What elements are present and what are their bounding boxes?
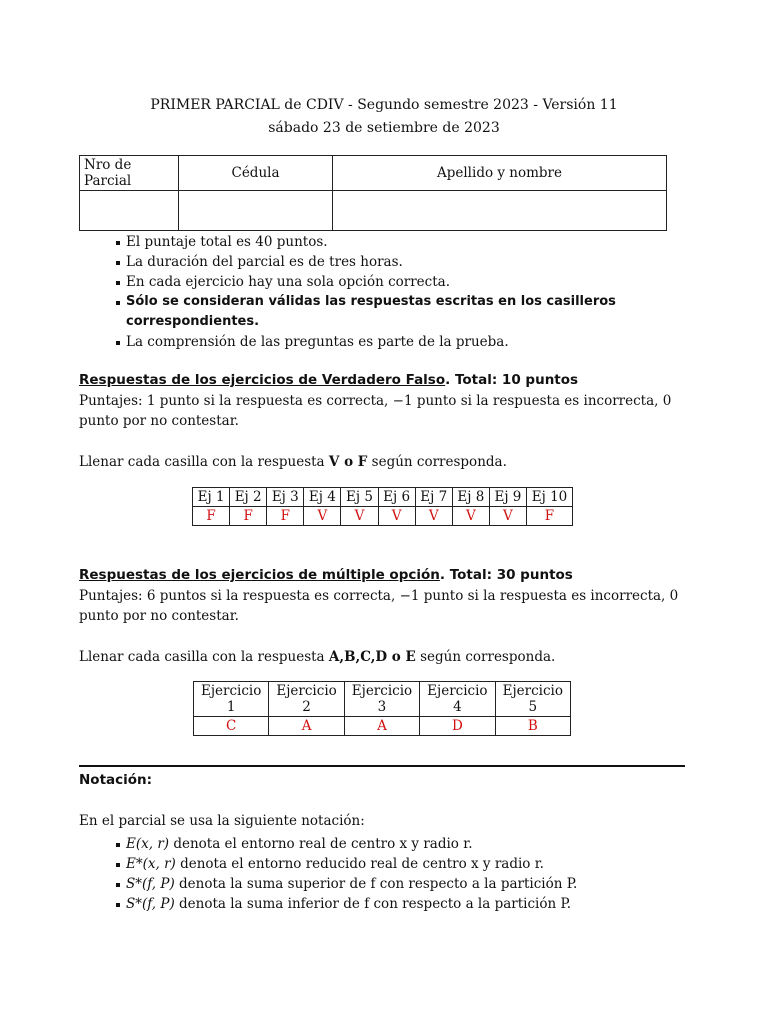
vf-header-cell: Ej 8	[452, 488, 489, 507]
vf-header-cell: Ej 2	[230, 488, 267, 507]
notation-text: denota la suma inferior de f con respecto a la partición P.	[174, 896, 572, 912]
vf-instruction-pre: Llenar cada casilla con la respuesta	[79, 454, 329, 470]
vf-answer-cell: V	[304, 507, 341, 526]
exam-title-text: PRIMER PARCIAL de CDIV - Segundo semestre 2023 - Versión 11	[150, 97, 618, 113]
rule-item: Sólo se consideran válidas las respuestas escritas en los casilleros correspondientes.	[116, 292, 716, 332]
vf-answer-cell: V	[489, 507, 526, 526]
rule-item: La duración del parcial es de tres horas.	[116, 252, 716, 272]
section-divider	[79, 765, 685, 767]
vf-scoring: Puntajes: 1 punto si la respuesta es correcta, −1 punto si la respuesta es incorrecta, 0 punto por no contestar.	[79, 393, 672, 429]
mo-answer-cell: C	[194, 717, 269, 736]
vf-instruction-bold: V o F	[328, 454, 368, 470]
vf-header-cell: Ej 9	[489, 488, 526, 507]
mo-header-cell: Ejercicio 1	[194, 682, 269, 717]
notation-text: denota el entorno real de centro x y radio r.	[169, 836, 473, 852]
notation-symbol: E(x, r)	[126, 836, 170, 852]
vf-header-cell: Ej 7	[415, 488, 452, 507]
notation-item	[116, 894, 696, 914]
mo-instruction-bold: A,B,C,D o E	[328, 649, 416, 665]
vf-section-title	[79, 372, 578, 388]
rules-list	[116, 232, 716, 352]
mo-title-underlined: Respuestas de los ejercicios de múltiple opción	[79, 567, 440, 583]
notation-text: denota la suma superior de f con respecto a la partición P.	[174, 876, 578, 892]
mo-answer-cell: A	[269, 717, 344, 736]
rule-item: En cada ejercicio hay una sola opción correcta.	[116, 272, 716, 292]
notation-item	[116, 874, 696, 894]
mo-header-cell: Ejercicio 3	[344, 682, 419, 717]
vf-answer-cell: F	[193, 507, 230, 526]
col-cedula: Cédula	[179, 156, 333, 191]
vf-instruction-post: según corresponda.	[367, 454, 507, 470]
notation-item	[116, 854, 696, 874]
vf-answer-table	[192, 487, 573, 526]
rule-item: El puntaje total es 40 puntos.	[116, 232, 716, 252]
mo-header-cell: Ejercicio 2	[269, 682, 344, 717]
mo-scoring: Puntajes: 6 puntos si la respuesta es correcta, −1 punto si la respuesta es incorrecta, 0 punto por no contestar.	[79, 588, 679, 624]
mo-answer-cell: A	[344, 717, 419, 736]
cedula-field[interactable]	[179, 191, 333, 231]
rule-item: La comprensión de las preguntas es parte de la prueba.	[116, 332, 716, 352]
notation-text: denota el entorno reducido real de centro x y radio r.	[175, 856, 544, 872]
notation-title: Notación:	[79, 772, 153, 788]
student-id-table	[79, 155, 667, 231]
vf-header-cell: Ej 1	[193, 488, 230, 507]
notation-intro: En el parcial se usa la siguiente notación:	[79, 813, 365, 829]
col-nro-parcial: Nro de Parcial	[80, 156, 179, 191]
mo-header-cell: Ejercicio 5	[495, 682, 570, 717]
notation-list	[116, 834, 696, 914]
notation-symbol: S*(f, P)	[126, 896, 175, 912]
mo-section-title	[79, 567, 573, 583]
nro-parcial-field[interactable]	[80, 191, 179, 231]
notation-symbol: S*(f, P)	[126, 876, 175, 892]
vf-answer-cell: V	[415, 507, 452, 526]
vf-instruction	[79, 452, 689, 472]
notation-symbol: E*(x, r)	[126, 856, 176, 872]
exam-date-text: sábado 23 de setiembre de 2023	[268, 120, 500, 136]
vf-header-cell: Ej 4	[304, 488, 341, 507]
mo-instruction	[79, 647, 689, 667]
mo-instruction-post: según corresponda.	[415, 649, 556, 665]
vf-answer-cell: V	[341, 507, 378, 526]
apellido-nombre-field[interactable]	[333, 191, 667, 231]
vf-header-cell: Ej 5	[341, 488, 378, 507]
vf-answer-cell: V	[378, 507, 415, 526]
mo-instruction-pre: Llenar cada casilla con la respuesta	[79, 649, 329, 665]
mo-header-cell: Ejercicio 4	[420, 682, 495, 717]
vf-header-cell: Ej 6	[378, 488, 415, 507]
exam-date	[0, 120, 768, 136]
vf-header-cell: Ej 10	[526, 488, 572, 507]
mo-answer-cell: B	[495, 717, 570, 736]
mo-title-rest: . Total: 30 puntos	[439, 567, 573, 583]
exam-title	[0, 97, 768, 113]
vf-answer-cell: F	[230, 507, 267, 526]
col-apellido-nombre: Apellido y nombre	[333, 156, 667, 191]
vf-answer-cell: F	[267, 507, 304, 526]
mo-answer-table	[193, 681, 571, 736]
vf-title-underlined: Respuestas de los ejercicios de Verdadero Falso	[79, 372, 446, 388]
notation-item	[116, 834, 696, 854]
vf-answer-cell: F	[526, 507, 572, 526]
vf-answer-cell: V	[452, 507, 489, 526]
vf-header-cell: Ej 3	[267, 488, 304, 507]
mo-answer-cell: D	[420, 717, 495, 736]
vf-title-rest: . Total: 10 puntos	[445, 372, 579, 388]
